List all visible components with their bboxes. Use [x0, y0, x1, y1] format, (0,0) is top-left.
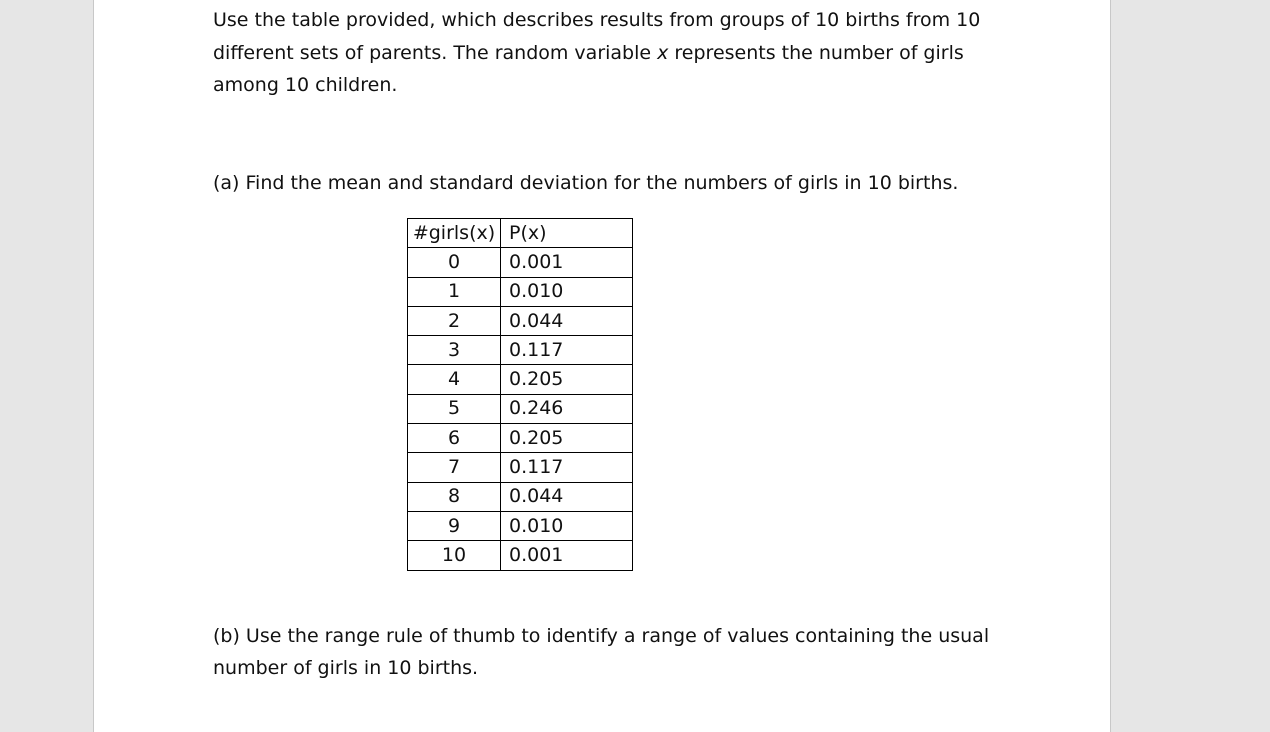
cell-p: 0.044: [501, 306, 633, 335]
table-row: [408, 277, 633, 306]
table-row: [408, 482, 633, 511]
cell-p: 0.010: [501, 277, 633, 306]
cell-x: 10: [408, 541, 501, 570]
table-row: [408, 248, 633, 277]
question-a: (a) Find the mean and standard deviation for the numbers of girls in 10 births.: [213, 172, 959, 194]
intro-paragraph: [213, 4, 1013, 102]
cell-p: 0.205: [501, 365, 633, 394]
document-page: [93, 0, 1111, 732]
cell-p: 0.117: [501, 453, 633, 482]
cell-p: 0.001: [501, 248, 633, 277]
cell-p: 0.044: [501, 482, 633, 511]
cell-p: 0.246: [501, 394, 633, 423]
cell-x: 1: [408, 277, 501, 306]
question-b: (b) Use the range rule of thumb to identify a range of values containing the usual number of girls in 10 births.: [213, 625, 990, 679]
table-row: [408, 306, 633, 335]
cell-x: 6: [408, 424, 501, 453]
cell-p: 0.001: [501, 541, 633, 570]
header-probability: P(x): [501, 219, 633, 248]
cell-x: 4: [408, 365, 501, 394]
probability-table: [407, 218, 633, 571]
header-girls: #girls(x): [408, 219, 501, 248]
table-row: [408, 541, 633, 570]
cell-x: 0: [408, 248, 501, 277]
cell-x: 7: [408, 453, 501, 482]
cell-p: 0.010: [501, 511, 633, 540]
table-row: [408, 336, 633, 365]
table-row: [408, 511, 633, 540]
cell-x: 3: [408, 336, 501, 365]
cell-x: 5: [408, 394, 501, 423]
cell-x: 8: [408, 482, 501, 511]
intro-text-start: Use the table provided, which describes results from groups of 10 births from 10 different sets of parents. The random variable: [213, 9, 981, 64]
table-header-row: [408, 219, 633, 248]
table-row: [408, 394, 633, 423]
table-row: [408, 453, 633, 482]
cell-p: 0.117: [501, 336, 633, 365]
table-row: [408, 424, 633, 453]
variable-x: x: [657, 41, 669, 64]
cell-x: 9: [408, 511, 501, 540]
cell-p: 0.205: [501, 424, 633, 453]
table-row: [408, 365, 633, 394]
cell-x: 2: [408, 306, 501, 335]
intro-text-end: represents the number of girls among 10 children.: [213, 41, 964, 96]
